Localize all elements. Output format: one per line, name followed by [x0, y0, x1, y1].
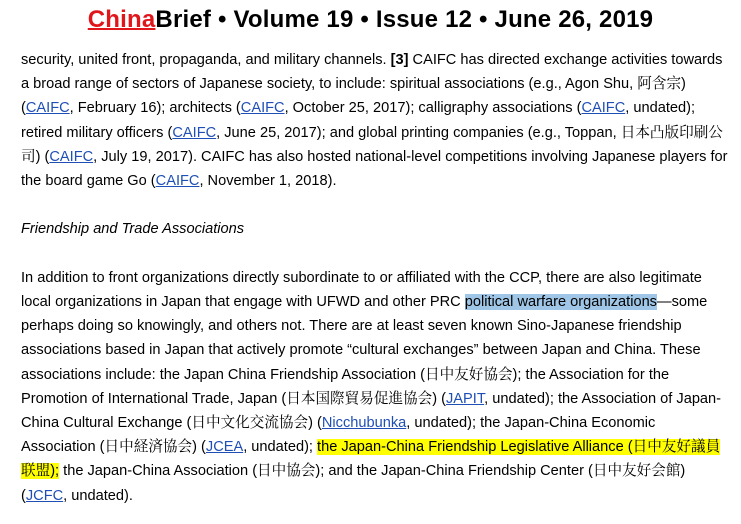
link-jcea[interactable]: JCEA	[205, 439, 244, 456]
text-run: , November 1, 2018).	[199, 173, 337, 190]
link-caifc[interactable]: CAIFC	[155, 173, 200, 190]
text-run: , February 16); architects (	[69, 100, 241, 117]
header-brand: China	[87, 6, 156, 33]
selected-text[interactable]: political warfare organizations	[464, 294, 657, 310]
text-run: —some perhaps doing so knowingly, and others not. There are at least seven known Sino-Japanese friendship associations based in Japan that actively promote “cultural exchanges” between Japan and China. These associations include: the Japan China Friendship Association (日中友好協会); the Association for the Promotion of International Trade, Japan (日本国際貿易促進協会) (	[21, 294, 708, 407]
text-run: CAIFC has directed exchange activities towards a broad range of sectors of Japanese society, to include: spiritual associations (e.g., Agon Shu, 阿含宗) (	[21, 52, 723, 117]
text-run: , October 25, 2017); calligraphy associations (	[284, 100, 582, 117]
link-caifc[interactable]: CAIFC	[581, 100, 626, 117]
text-run: , undated); retired military officers (	[21, 100, 696, 141]
article-body	[21, 48, 733, 508]
section-subheading: Friendship and Trade Associations	[21, 221, 245, 238]
paragraph-gap	[21, 242, 733, 266]
link-caifc[interactable]: CAIFC	[240, 100, 285, 117]
header-issue-info: Brief • Volume 19 • Issue 12 • June 26, 2019	[155, 6, 654, 33]
text-run: the Japan-China Association (日中協会); and the Japan-China Friendship Center (日中友好会館) (	[21, 463, 686, 504]
paragraph-friendship-associations	[21, 266, 733, 508]
link-caifc[interactable]: CAIFC	[25, 100, 70, 117]
text-run: , July 19, 2017). CAIFC has also hosted national-level competitions involving Japanese players for the board game Go (	[21, 148, 728, 190]
publication-header	[0, 6, 741, 34]
paragraph-gap	[21, 193, 733, 217]
text-run: , undated);	[243, 439, 318, 456]
footnote-ref[interactable]: [3]	[390, 52, 409, 68]
text-run: , June 25, 2017); and global printing companies (e.g., Toppan, 日本凸版印刷公司) (	[21, 124, 723, 165]
link-jcfc[interactable]: JCFC	[25, 487, 64, 504]
highlighted-text: the Japan-China Friendship Legislative Alliance (日中友好議員联盟);	[21, 439, 721, 480]
text-run: , undated).	[63, 487, 133, 504]
text-run: , undated); the Association of Japan-China Cultural Exchange (日中文化交流協会) (	[21, 390, 722, 432]
text-run: , undated); the Japan-China Economic Association (日中経済協会) (	[21, 415, 656, 456]
link-caifc[interactable]: CAIFC	[172, 124, 217, 141]
paragraph-caifc	[21, 48, 733, 193]
link-caifc[interactable]: CAIFC	[49, 148, 94, 165]
text-run: In addition to front organizations directly subordinate to or affiliated with the CCP, there are also legitimate local organizations in Japan that engage with UFWD and other PRC	[21, 269, 702, 310]
link-japit[interactable]: JAPIT	[446, 390, 485, 407]
text-run: security, united front, propaganda, and military channels.	[21, 52, 391, 68]
link-nicchubunka[interactable]: Nicchubunka	[321, 415, 407, 432]
